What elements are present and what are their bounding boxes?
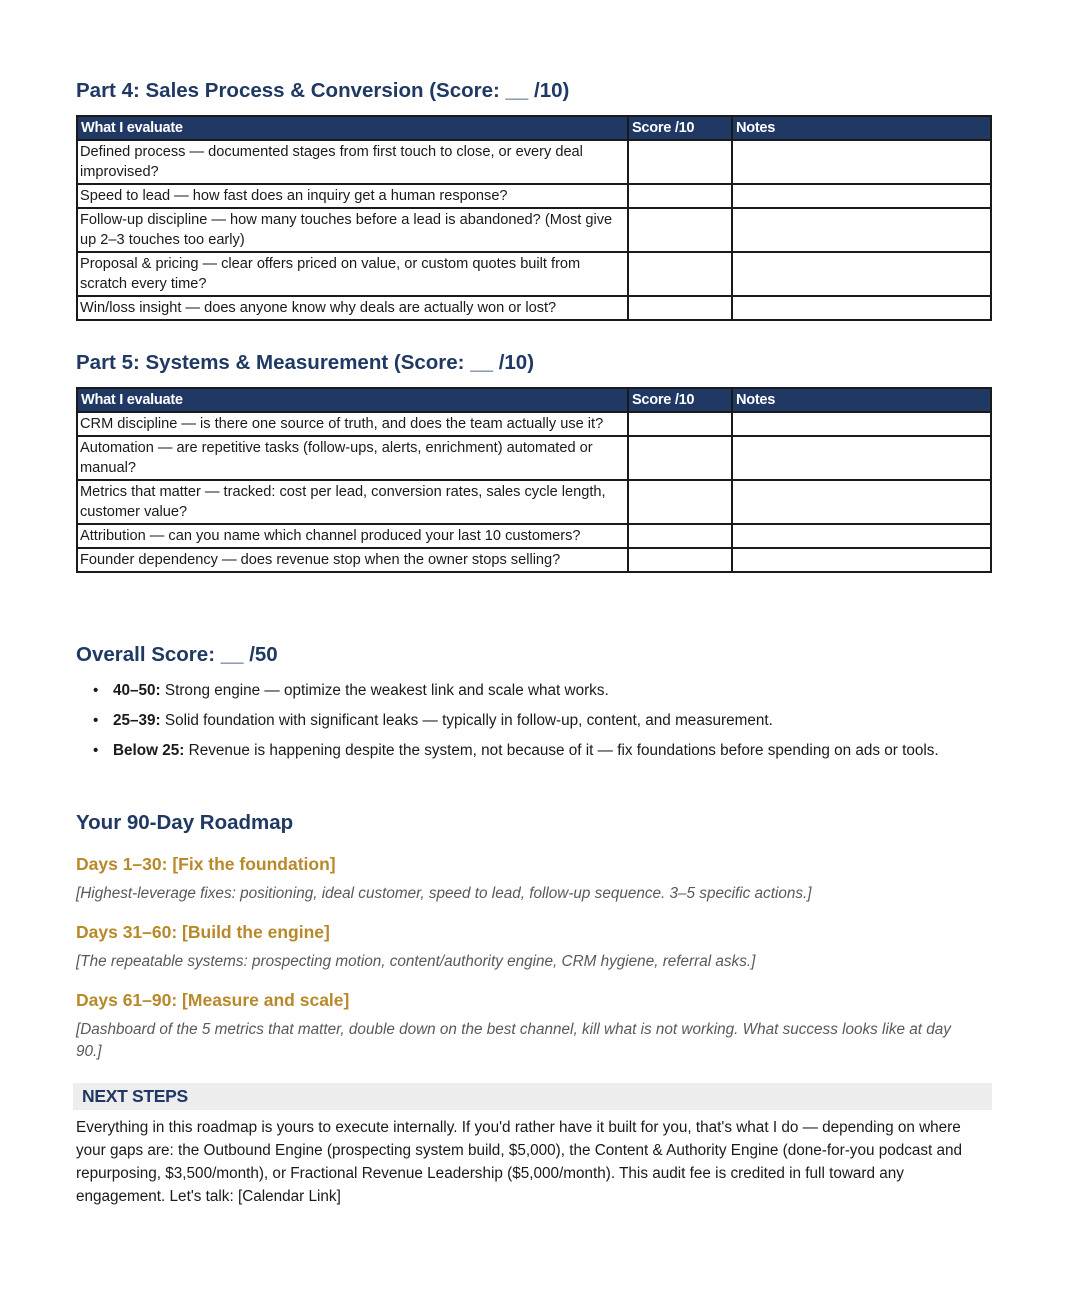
next-steps-heading: NEXT STEPS	[82, 1086, 188, 1106]
score-cell[interactable]	[628, 436, 732, 480]
part4-heading: Part 4: Sales Process & Conversion (Score: __ /10)	[76, 79, 570, 102]
column-header-score: Score /10	[628, 116, 732, 140]
notes-cell[interactable]	[732, 436, 991, 480]
criteria-cell: CRM discipline — is there one source of truth, and does the team actually use it?	[77, 412, 628, 436]
band-text: Solid foundation with significant leaks — typically in follow-up, content, and measurement.	[160, 712, 773, 729]
next-steps-banner	[73, 1083, 992, 1110]
score-cell[interactable]	[628, 184, 732, 208]
table-header-row	[77, 116, 991, 140]
table-header-row	[77, 388, 991, 412]
score-cell[interactable]	[628, 208, 732, 252]
part4-table	[76, 115, 992, 321]
score-cell[interactable]	[628, 548, 732, 572]
table-row	[77, 480, 991, 524]
table-row	[77, 184, 991, 208]
notes-cell[interactable]	[732, 296, 991, 320]
part5-table	[76, 387, 992, 573]
criteria-cell: Founder dependency — does revenue stop when the owner stops selling?	[77, 548, 628, 572]
score-cell[interactable]	[628, 412, 732, 436]
column-header-score: Score /10	[628, 388, 732, 412]
table-row	[77, 208, 991, 252]
part5-heading: Part 5: Systems & Measurement (Score: __ /10)	[76, 351, 535, 374]
table-row	[77, 412, 991, 436]
column-header-criteria: What I evaluate	[77, 388, 628, 412]
score-cell[interactable]	[628, 140, 732, 184]
band-text: Revenue is happening despite the system, not because of it — fix foundations before spending on ads or tools.	[184, 742, 939, 759]
phase-title: Days 31–60: [Build the engine]	[76, 922, 330, 942]
phase-body: [Dashboard of the 5 metrics that matter, double down on the best channel, kill what is not working. What success looks like at day 90.]	[76, 1021, 951, 1060]
phase-body: [Highest-leverage fixes: positioning, ideal customer, speed to lead, follow-up sequence. 3–5 specific actions.]	[76, 885, 812, 902]
criteria-cell: Follow-up discipline — how many touches before a lead is abandoned? (Most give up 2–3 touches too early)	[77, 208, 628, 252]
band-label: 25–39:	[113, 712, 161, 729]
table-row	[77, 140, 991, 184]
overall-score-heading: Overall Score: __ /50	[76, 643, 278, 666]
column-header-notes: Notes	[732, 388, 991, 412]
score-cell[interactable]	[628, 252, 732, 296]
table-row	[77, 296, 991, 320]
criteria-cell: Automation — are repetitive tasks (follow-ups, alerts, enrichment) automated or manual?	[77, 436, 628, 480]
criteria-cell: Win/loss insight — does anyone know why deals are actually won or lost?	[77, 296, 628, 320]
list-item	[76, 680, 990, 702]
next-steps-body: Everything in this roadmap is yours to execute internally. If you'd rather have it built for you, that's what I do — depending on where your gaps are: the Outbound Engine (prospecting system build, $5,000), the Content & Authority Engine (done-for-you podcast and repurposing, $3,500/month), or Fractional Revenue Leadership ($5,000/month). This audit fee is credited in full toward any engagement. Let's talk: [Calendar Link]	[76, 1119, 963, 1205]
notes-cell[interactable]	[732, 208, 991, 252]
roadmap-heading: Your 90-Day Roadmap	[76, 811, 294, 834]
phase-body: [The repeatable systems: prospecting motion, content/authority engine, CRM hygiene, referral asks.]	[76, 953, 756, 970]
phase-title: Days 61–90: [Measure and scale]	[76, 990, 350, 1010]
notes-cell[interactable]	[732, 412, 991, 436]
criteria-cell: Defined process — documented stages from first touch to close, or every deal improvised?	[77, 140, 628, 184]
list-item	[76, 740, 990, 762]
band-label: 40–50:	[113, 682, 161, 699]
column-header-criteria: What I evaluate	[77, 116, 628, 140]
list-item	[76, 710, 990, 732]
phase-title: Days 1–30: [Fix the foundation]	[76, 854, 336, 874]
notes-cell[interactable]	[732, 184, 991, 208]
criteria-cell: Metrics that matter — tracked: cost per lead, conversion rates, sales cycle length, customer value?	[77, 480, 628, 524]
criteria-cell: Proposal & pricing — clear offers priced on value, or custom quotes built from scratch every time?	[77, 252, 628, 296]
score-cell[interactable]	[628, 524, 732, 548]
notes-cell[interactable]	[732, 480, 991, 524]
score-cell[interactable]	[628, 296, 732, 320]
band-text: Strong engine — optimize the weakest link and scale what works.	[160, 682, 609, 699]
table-row	[77, 252, 991, 296]
table-row	[77, 436, 991, 480]
notes-cell[interactable]	[732, 252, 991, 296]
column-header-notes: Notes	[732, 116, 991, 140]
criteria-cell: Attribution — can you name which channel produced your last 10 customers?	[77, 524, 628, 548]
score-bands-list	[76, 680, 990, 770]
table-row	[77, 524, 991, 548]
criteria-cell: Speed to lead — how fast does an inquiry get a human response?	[77, 184, 628, 208]
band-label: Below 25:	[113, 742, 185, 759]
notes-cell[interactable]	[732, 140, 991, 184]
table-row	[77, 548, 991, 572]
score-cell[interactable]	[628, 480, 732, 524]
notes-cell[interactable]	[732, 524, 991, 548]
notes-cell[interactable]	[732, 548, 991, 572]
